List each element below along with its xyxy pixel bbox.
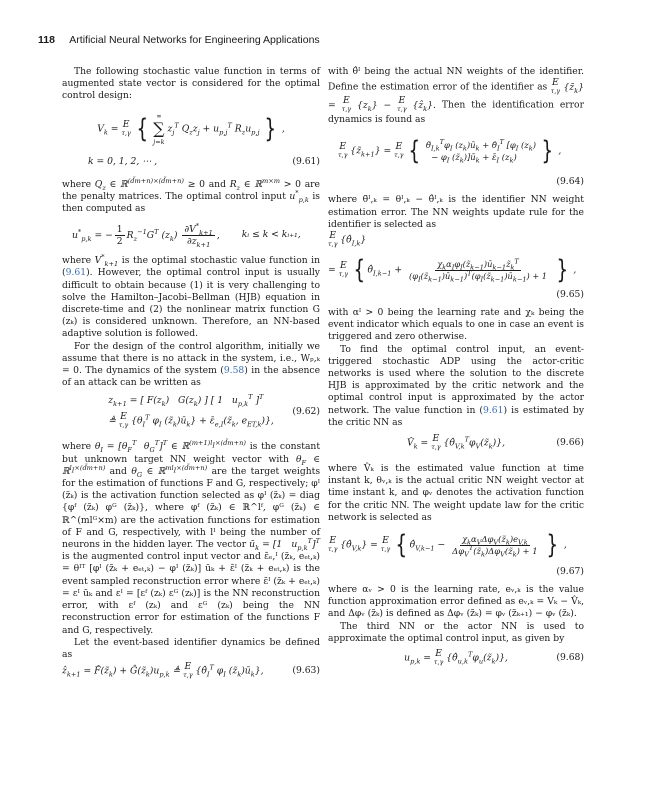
- equation-tag: (9.63): [292, 665, 320, 677]
- text-run: is then computed as: [62, 190, 321, 215]
- text-run: are the target weights for the estimation of functions F and G, respectively; φᴵ (z̃ₖ) is the activation function selected as φᴵ (z̃ₖ) = diag {φᶠ (z̃ₖ) φᴳ (z̃ₖ)}, where φᶠ (z̃ₖ) ∈ ℝ^lᶠ, φᴳ (z̃ₖ) ∈ ℝ^(mlᴳ×m) are the activation functions for estimation of F and G, respectively, with lᴵ being the number of neurons in the hidden layer. The vector: [62, 465, 321, 551]
- text-run: ). However, the optimal control input is usually difficult to obtain because (1) it is very challenging to solve the Hamilton–Jacobi–Bellman (HJB) equation in discrete-time and (2) the nonlinear matrix function G (zₖ) is considered unknown. Therefore, an NN-based adaptive solution is followed.: [62, 267, 320, 340]
- text-run: is the augmented control input vector and ε̄ₑ,ᴵ (z̃ₖ, eₑₜ,ₖ) = θᴵᵀ [φᴵ (z̃ₖ + eₑₜ,ₖ) − φᴵ (z̃ₖ)] ūₖ + ε̄ᴵ (z̃ₖ + eₑₜ,ₖ) is the event sampled reconstruction error where ε̄ᴵ (z̃ₖ + eₑₜ,ₖ) = εᴵ ūₖ and εᴵ = [εᶠ (zₖ) εᴳ (zₖ)] is the NN reconstruction error, with εᶠ (zₖ) and εᴳ (zₖ) being the NN reconstruction error for estimation of the functions F and G, respectively.: [62, 551, 320, 636]
- equation-9-61-index: [62, 155, 320, 169]
- paragraph: where $V^*_{k+1}$ is the optimal stochastic value function in (9.61). However, the optimal control input is usually difficult to obtain because (1) it is very challenging to solve the Hamilton–Jacobi–Bellman (HJB) equation in discrete-time and (2) the nonlinear matrix function G (zₖ) is considered unknown. Therefore, an NN-based adaptive solution is followed.: [62, 253, 321, 340]
- paragraph: [62, 341, 320, 390]
- equation-tag: (9.65): [556, 288, 584, 300]
- equation-ref-link[interactable]: 9.61: [483, 404, 504, 416]
- equation-9-68: $u_{p,k} = E$ τ,γ $\{\thetâ_{u,k}^T\varphi_u(z̃_k)\}$, (9.68): [404, 648, 584, 667]
- equation-9-61: $V_k = E$ τ,γ { ∞ ∑ j=k $z_j^T$ $Q_zz_j + u_{p,j}^T$ $R_zu_{p,j}$ } ,: [97, 111, 285, 146]
- text-run: with θ̂ᴵ being the actual NN weights of the identifier. Define the estimation error of the identifier as: [328, 66, 584, 93]
- equation-ref-link[interactable]: 9.58: [223, 365, 245, 377]
- paragraph: where αᵥ > 0 is the learning rate, eᵥ,ₖ is the value function approximation error defined as eᵥ,ₖ = Vₖ − V̂ₖ, and Δφᵥ (z̃ₖ) is defined as Δφᵥ (z̃ₖ) = φᵥ (z̃ₖ₊₁) − φᵥ (z̃ₖ).: [328, 584, 584, 620]
- text-run: Then the identification error dynamics is found as: [328, 99, 584, 126]
- equation-9-62: $z_{k+1}$ = [ $F(z_k)$ $G(z_k)$ ] [ 1 $u_{p,k}^T$ ]$^T$ ≜ E τ,γ {$\theta_I^T$ $\varphi_I$ $(z̃_k)ū_k$} + $\varepsilon̄_{e,I}(z̃_k$, $e_{ET,k}$)}, (9.62): [108, 393, 320, 429]
- text-run: > 0 are the penalty matrices. The optimal control input: [62, 178, 320, 202]
- equation-9-63: ẑ$_{k+1}$ = $F̂(z̃_k)$ + $Ĝ(z̃_k)u_{p,k}$ ≜ E τ,γ {$\thetâ_I^T$ $\varphi_I$ $(z̃_k)ū_k$}, (9.63): [62, 661, 320, 680]
- text-run: ≥ 0 and: [187, 178, 226, 190]
- text-run: ) in the absence of an attack can be written as: [62, 365, 321, 389]
- paragraph: where $\theta_I = [\theta_F^T$ $\theta_G^T]^T$ ∈ ℝ$^{(m+1)l_I\times(d̃m+n)}$ is the constant but unknown target NN weight vector with $\theta_F$ ∈ ℝ$^{l_I\times(d̃m+n)}$ and $\theta_G$ ∈ ℝ$^{ml_I\times(d̃m+n)}$ are the target weights for the estimation of functions F and G, respectively; φᴵ (z̃ₖ) is the activation function selected as φᴵ (z̃ₖ) = diag {φᶠ (z̃ₖ) φᴳ (z̃ₖ)}, where φᶠ (z̃ₖ) ∈ ℝ^lᶠ, φᴳ (z̃ₖ) ∈ ℝ^(mlᴳ×m) are the activation functions for estimation of F and G, respectively, with lᴵ being the number of neurons in the hidden layer. The vector $ū_k = [1$ $u_{p,k}^T]^T$ is the augmented control input vector and ε̄ₑ,ᴵ (z̃ₖ, eₑₜ,ₖ) = θᴵᵀ [φᴵ (z̃ₖ + eₑₜ,ₖ) − φᴵ (z̃ₖ)] ūₖ + ε̄ᴵ (z̃ₖ + eₑₜ,ₖ) is the event sampled reconstruction error where ε̄ᴵ (z̃ₖ + eₑₜ,ₖ) = εᴵ ūₖ and εᴵ = [εᶠ (zₖ) εᴳ (zₖ)] is the NN reconstruction error, with εᶠ (zₖ) and εᴳ (zₖ) being the NN reconstruction error for estimation of the functions F and G, respectively.: [62, 439, 321, 636]
- book-title: Artificial Neural Networks for Engineering Applications: [69, 34, 320, 46]
- paragraph: where $Q_z$ ∈ ℝ$^{(d̃m+n)\times(d̃m+n)}$ ≥ 0 and $R_z$ ∈ ℝ$^{m\times m}$ > 0 are the penalty matrices. The optimal control input $u^*_{p,k}$ is then computed as: [62, 176, 321, 215]
- paragraph: The following stochastic value function in terms of augmented state vector is considered for the optimal control design:: [62, 66, 320, 102]
- equation-9-67-tagrow: [328, 566, 584, 578]
- equation-9-67: E τ,γ $\{\thetâ_{V,k}\} = E$ τ,γ { $\thetâ_{V,k-1}$ − $\frac{\chi_k\alpha_V\Delta\varphi_V(z̃_k)e_{V,k}}{\Delta\varphi_V^T(z̃_k)\Delta\varphi_V(z̃_k) + 1}$ } ,: [328, 530, 567, 561]
- equation-9-66: $V̂_k = E$ τ,γ $\{\thetâ_{V,k}^T\varphi_V(z̃_k)\}$, (9.66): [407, 433, 584, 452]
- equation-range: kᵢ ≤ k < kᵢ₊₁,: [241, 229, 301, 241]
- paragraph: where V̂ₖ is the estimated value function at time instant k, θᵥ,ₖ is the actual critic NN weight vector at time instant k, and φᵥ denotes the activation function for the critic NN. The weight update law for the critic network is selected as: [328, 463, 584, 523]
- text-run: where: [62, 178, 92, 190]
- equation-optimal-input: $u^*_{p,k}$ = − $\frac{1}{2}$ $R_z^{-1}G^T$ $(z_k)$ $\frac{\partial V^*_{k+1}}{\partial z_{k+1}}$ , kᵢ ≤ k < kᵢ₊₁,: [72, 221, 301, 249]
- equation-9-65: = E τ,γ { $\thetâ_{I,k-1}$ + $\frac{\chi_k\alpha_I\varphi_I(z̃_{k-1})ū_{k-1}z̃_k^T}{(\varphi_I(z̃_{k-1})ū_{k-1})^T(\varphi_I(z̃_{k-1})ū_{k-1}) + 1}$ } ,: [328, 255, 577, 286]
- paragraph: with θ̂ᴵ being the actual NN weights of the identifier. Define the estimation error of the identifier as E τ,γ $\{z̃_k\} = E$ τ,γ $\{z_k\} - E$ τ,γ {ẑ$_k$}. Then the identification error dynamics is found as: [328, 66, 585, 126]
- equation-tag: (9.66): [556, 436, 584, 448]
- equation-9-65-lhs: E τ,γ $\{\thetâ_{I,k}\}$: [328, 230, 367, 249]
- left-column: [62, 66, 320, 681]
- page-number: 118: [38, 34, 55, 46]
- paragraph: The third NN or the actor NN is used to approximate the optimal control input, as given by: [328, 620, 584, 644]
- equation-index-range: k = 0, 1, 2, ⋯ ,: [88, 155, 158, 167]
- equation-tag: (9.61): [292, 155, 320, 167]
- text-run: is the optimal stochastic value function in (: [62, 255, 321, 279]
- text-run: To find the optimal control input, an event-triggered stochastic ADP using the actor-critic networks is used where the solution to the discrete HJB is approximated by the critic network and the optimal control input is approximated by the actor network. The value function in (: [328, 343, 584, 416]
- right-column: [328, 66, 584, 671]
- paragraph: [328, 344, 584, 429]
- equation-9-65-tagrow: [328, 289, 584, 301]
- paragraph: Let the event-based identifier dynamics be defined as: [62, 636, 320, 660]
- paragraph: where θ̃ᴵ,ₖ = θᴵ,ₖ − θ̂ᴵ,ₖ is the identifier NN weight estimation error. The NN weights update rule for the identifier is selected as: [328, 194, 584, 230]
- equation-9-64-tagrow: [328, 176, 584, 188]
- equation-tag: (9.64): [556, 176, 584, 188]
- equation-tag: (9.67): [556, 565, 584, 577]
- text-run: is the constant but unknown target NN weight vector with: [62, 441, 321, 465]
- text-run: ) is estimated by the critic NN as: [328, 404, 585, 428]
- text-run: and: [109, 465, 127, 477]
- equation-ref-link[interactable]: 9.61: [65, 267, 87, 279]
- text-run: where: [62, 441, 92, 453]
- equation-tag: (9.62): [292, 406, 320, 418]
- equation-9-64: E τ,γ $\{z̃_{k+1}\} = E$ τ,γ { $\thetã_{I,k}^T\varphi_I$ $(z_k)ū_k$ + $\thetâ_I^T$ [$\varphi_I$ $(z_k)$ − $\varphi_I$ $(z̃_k)]ū_k$ + $\varepsilon̄_I$ $(z_k)$ } ,: [338, 136, 562, 167]
- running-head: [38, 34, 608, 50]
- equation-tag: (9.68): [556, 651, 584, 663]
- paragraph: with αᴵ > 0 being the learning rate and χₖ being the event indicator which equals to one in case an event is triggered and zero otherwise.: [328, 307, 584, 343]
- text-run: For the design of the control algorithm, initially we assume that there is no attack in the system, i.e., Wₚ,ₖ = 0. The dynamics of the system (: [62, 340, 320, 377]
- text-run: where: [62, 255, 92, 267]
